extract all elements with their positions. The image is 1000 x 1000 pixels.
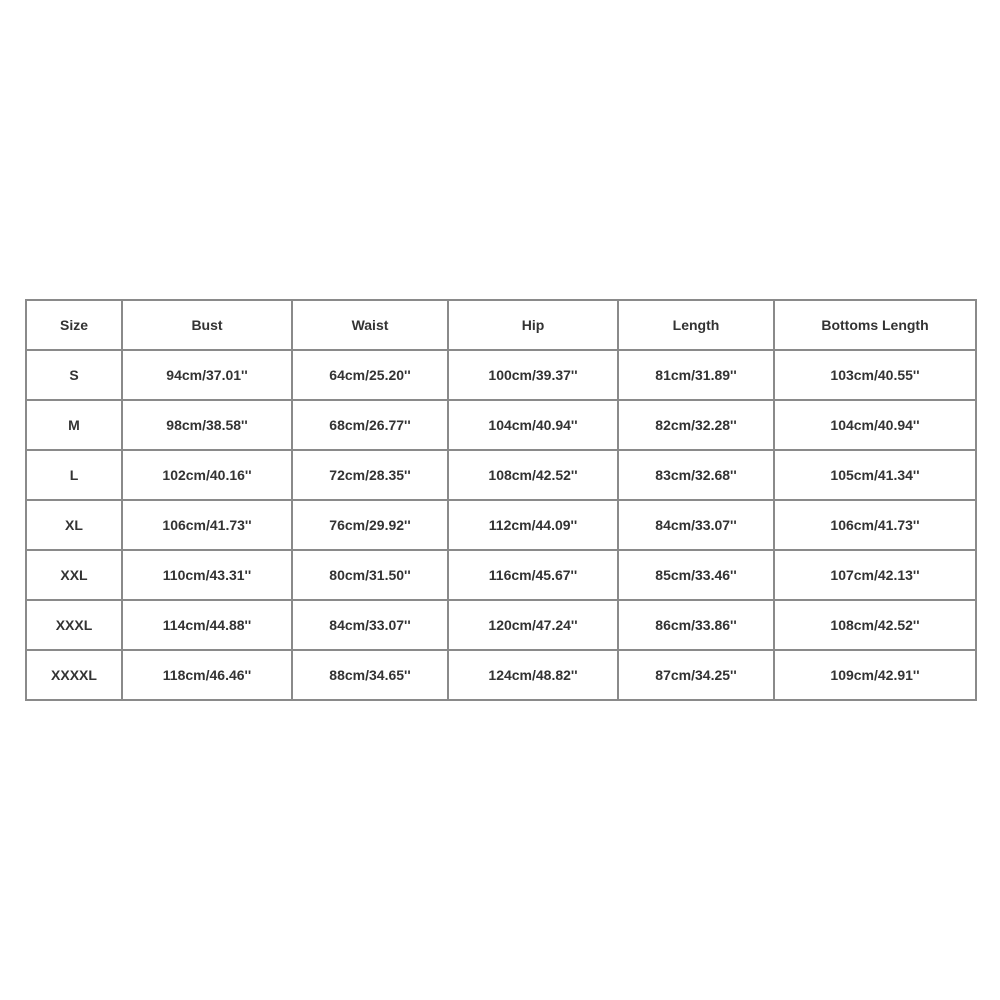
cell-bottoms-length: 106cm/41.73'' xyxy=(775,501,977,551)
cell-bottoms-length: 104cm/40.94'' xyxy=(775,401,977,451)
cell-length: 86cm/33.86'' xyxy=(619,601,775,651)
cell-bottoms-length: 108cm/42.52'' xyxy=(775,601,977,651)
cell-bust: 94cm/37.01'' xyxy=(123,351,293,401)
cell-hip: 124cm/48.82'' xyxy=(449,651,619,701)
cell-waist: 84cm/33.07'' xyxy=(293,601,449,651)
cell-hip: 116cm/45.67'' xyxy=(449,551,619,601)
header-bust: Bust xyxy=(123,301,293,351)
cell-bust: 118cm/46.46'' xyxy=(123,651,293,701)
cell-hip: 104cm/40.94'' xyxy=(449,401,619,451)
cell-waist: 64cm/25.20'' xyxy=(293,351,449,401)
cell-bust: 110cm/43.31'' xyxy=(123,551,293,601)
header-hip: Hip xyxy=(449,301,619,351)
table-row xyxy=(27,351,977,401)
cell-waist: 68cm/26.77'' xyxy=(293,401,449,451)
cell-hip: 112cm/44.09'' xyxy=(449,501,619,551)
cell-hip: 120cm/47.24'' xyxy=(449,601,619,651)
cell-waist: 76cm/29.92'' xyxy=(293,501,449,551)
cell-bust: 106cm/41.73'' xyxy=(123,501,293,551)
cell-waist: 88cm/34.65'' xyxy=(293,651,449,701)
cell-size: XL xyxy=(27,501,123,551)
table-row xyxy=(27,501,977,551)
cell-size: S xyxy=(27,351,123,401)
table-row xyxy=(27,551,977,601)
cell-length: 84cm/33.07'' xyxy=(619,501,775,551)
cell-length: 83cm/32.68'' xyxy=(619,451,775,501)
cell-bust: 102cm/40.16'' xyxy=(123,451,293,501)
cell-hip: 100cm/39.37'' xyxy=(449,351,619,401)
cell-length: 85cm/33.46'' xyxy=(619,551,775,601)
cell-bust: 98cm/38.58'' xyxy=(123,401,293,451)
table-row xyxy=(27,451,977,501)
cell-waist: 72cm/28.35'' xyxy=(293,451,449,501)
table-row xyxy=(27,401,977,451)
cell-size: L xyxy=(27,451,123,501)
cell-length: 82cm/32.28'' xyxy=(619,401,775,451)
cell-size: XXXL xyxy=(27,601,123,651)
table-row xyxy=(27,651,977,701)
cell-length: 87cm/34.25'' xyxy=(619,651,775,701)
header-size: Size xyxy=(27,301,123,351)
header-waist: Waist xyxy=(293,301,449,351)
cell-bottoms-length: 103cm/40.55'' xyxy=(775,351,977,401)
table-row xyxy=(27,601,977,651)
cell-bust: 114cm/44.88'' xyxy=(123,601,293,651)
cell-size: XXL xyxy=(27,551,123,601)
cell-bottoms-length: 109cm/42.91'' xyxy=(775,651,977,701)
cell-size: M xyxy=(27,401,123,451)
cell-size: XXXXL xyxy=(27,651,123,701)
header-length: Length xyxy=(619,301,775,351)
cell-length: 81cm/31.89'' xyxy=(619,351,775,401)
header-bottoms-length: Bottoms Length xyxy=(775,301,977,351)
size-chart-table xyxy=(25,299,977,701)
cell-waist: 80cm/31.50'' xyxy=(293,551,449,601)
table-header-row xyxy=(27,301,977,351)
cell-hip: 108cm/42.52'' xyxy=(449,451,619,501)
cell-bottoms-length: 105cm/41.34'' xyxy=(775,451,977,501)
cell-bottoms-length: 107cm/42.13'' xyxy=(775,551,977,601)
